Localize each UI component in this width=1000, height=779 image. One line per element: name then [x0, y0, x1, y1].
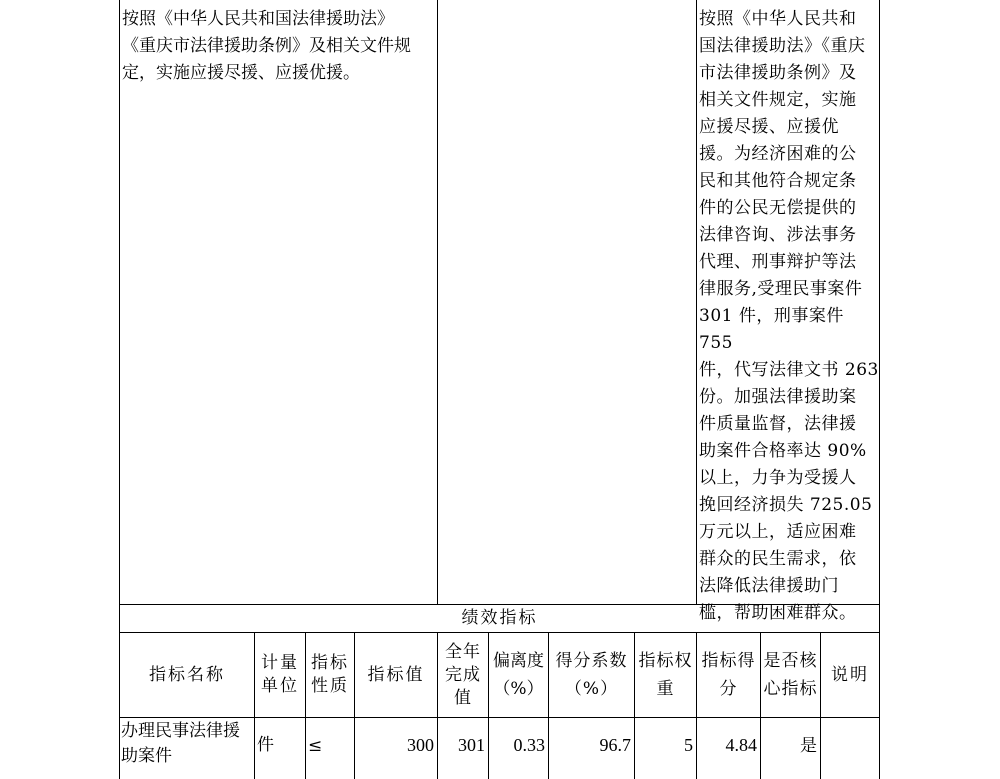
- header-nature: 指标 性质: [311, 653, 349, 696]
- header-score-coef: 得分系数 （%）: [555, 651, 628, 699]
- grid-line: [119, 717, 880, 718]
- result-text: 按照《中华人民共和 国法律援助法》《重庆 市法律援助条例》及 相关文件规定，实施 应援尽援、应援优 援。为经济困难的公 民和其他符合规定条 件的公民无偿提供的 法律咨询、涉法事务 代理、刑事辩护等法 律服务,受理民事案件 301 件，刑事案件 755 件，代写法律文书 263 份。加强法律援助案 件质量监督，法律援 助案件合格率达 90% 以上，力争为受援人 挽回经济损失 725.05 万元以上，适应困难 群众的民生需求，依 法降低法律援助门 槛，帮助困难群众。: [699, 9, 879, 623]
- header-deviation: 偏离度 （%）: [493, 651, 544, 699]
- row-unit: 件: [257, 735, 274, 755]
- row-target-value: 300: [407, 735, 434, 755]
- header-core-indicator: 是否核 心指标: [763, 651, 818, 699]
- row-core-indicator: 是: [800, 736, 817, 756]
- grid-line: [879, 0, 880, 779]
- row-indicator-name: 办理民事法律援 助案件: [121, 721, 240, 766]
- header-target-value: 指标值: [367, 664, 425, 685]
- row-weight: 5: [684, 735, 693, 755]
- header-weight: 指标权 重: [638, 651, 693, 699]
- header-score: 指标得 分: [701, 651, 756, 699]
- row-score: 4.84: [725, 735, 757, 755]
- header-note: 说明: [831, 664, 869, 685]
- row-nature: ≤: [308, 736, 323, 756]
- row-score-coef: 96.7: [599, 735, 631, 755]
- header-indicator-name: 指标名称: [149, 664, 225, 685]
- basis-text: 按照《中华人民共和国法律援助法》 《重庆市法律援助条例》及相关文件规 定，实施应援尽援、应援优援。: [122, 9, 411, 83]
- row-actual-value: 301: [458, 735, 485, 755]
- empty-cell: [438, 0, 696, 604]
- grid-line: [696, 0, 697, 604]
- header-actual-value: 全年 完成 值: [445, 641, 481, 708]
- header-unit: 计量 单位: [261, 653, 299, 696]
- row-deviation: 0.33: [513, 735, 545, 755]
- section-title: 绩效指标: [461, 608, 538, 628]
